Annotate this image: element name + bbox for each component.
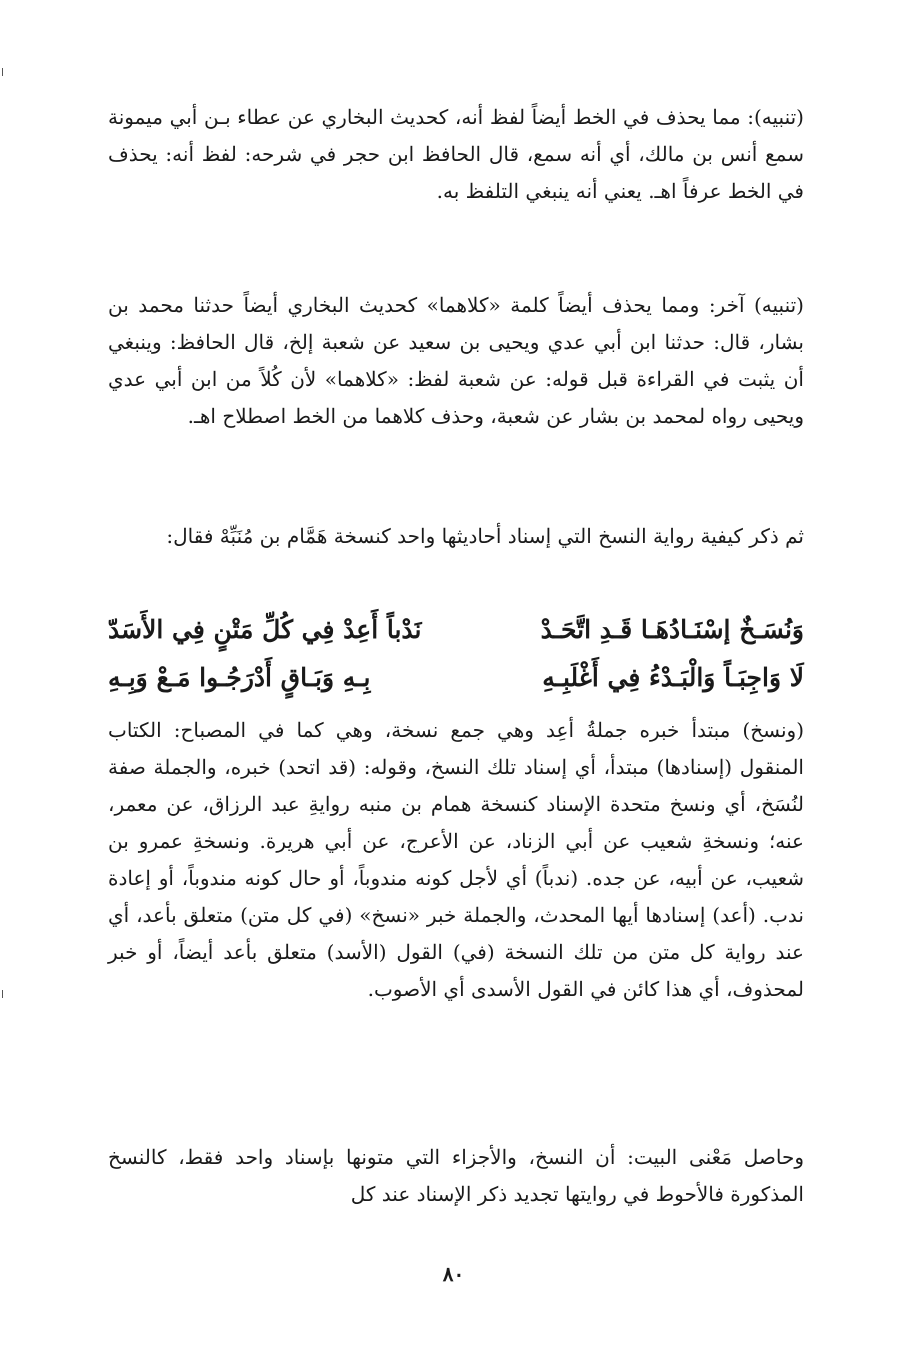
verse-line-2	[108, 654, 804, 702]
scan-edge-mark	[2, 990, 3, 998]
verse-line-1	[108, 606, 804, 654]
verse-hemistich-left: بِـهِ وَبَـاقٍ أَدْرَجُـوا مَـعْ وَبِـهِ	[108, 663, 371, 692]
verse-hemistich-left: نَدْباً أَعِدْ فِي كُلِّ مَتْنٍ فِي الأَسَدّ	[108, 615, 422, 644]
scan-edge-mark	[2, 68, 3, 76]
note-paragraph-1: (تنبيه): مما يحذف في الخط أيضاً لفظ أنه، كحديث البخاري عن عطاء بـن أبي ميمونة سمع أنس بن مالك، أي أنه سمع، قال الحافظ ابن حجر في شرحه: لفظ أنه: يحذف في الخط عرفاً اهـ. يعني أنه ينبغي التلفظ به.	[108, 105, 804, 203]
summary-paragraph: وحاصل مَعْنى البيت: أن النسخ، والأجزاء التي متونها بإسناد واحد فقط، كالنسخ المذكورة فالأحوط في روايتها تجديد ذكر الإسناد عند كل	[108, 1145, 804, 1206]
verse-hemistich-right: لَا وَاجِبَـاً وَالْبَـدْءُ فِي أَغْلَبِـهِ	[542, 663, 804, 692]
commentary-paragraph: (ونسخ) مبتدأ خبره جملةُ أعِد وهي جمع نسخة، وهي كما في المصباح: الكتاب المنقول (إسنادها) مبتدأ، أي إسناد تلك النسخ، وقوله: (قد اتحد) خبره، والجملة صفة لنُسَخ، أي ونسخ متحدة الإسناد كنسخة همام بن منبه روايةِ عبد الرزاق، عن معمر، عنه؛ ونسخةِ شعيب عن أبي الزناد، عن الأعرج، عن أبي هريرة. ونسخةِ عمرو بن شعيب، عن أبيه، عن جده. (ندباً) أي لأجل كونه مندوباً، أو حال كونه مندوباً، أو إعادة ندب. (أعد) إسنادها أيها المحدث، والجملة خبر «نسخ» (في كل متن) متعلق بأعد، أي عند رواية كل متن من تلك النسخة (في) القول (الأسد) متعلق بأعد أيضاً، أو خبر لمحذوف، أي هذا كائن في القول الأسدى أي الأصوب.	[108, 718, 804, 1001]
verse-hemistich-right: وَنُسَـخٌ إسْنَـادُهَـا قَـدِ اتَّحَـدْ	[540, 615, 804, 644]
intro-paragraph: ثم ذكر كيفية رواية النسخ التي إسناد أحاديثها واحد كنسخة هَمَّام بن مُنَبِّهْ فقال:	[166, 524, 804, 548]
page-number: ٨٠	[442, 1262, 465, 1286]
note-paragraph-2: (تنبيه) آخر: ومما يحذف أيضاً كلمة «كلاهما» كحديث البخاري أيضاً حدثنا محمد بن بشار، قال: حدثنا ابن أبي عدي ويحيى بن سعيد عن شعبة إلخ، قال الحافظ: وينبغي أن يثبت في القراءة قبل قوله: عن شعبة لفظ: «كلاهما» لأن كُلاً من ابن أبي عدي ويحيى رواه لمحمد بن بشار عن شعبة، وحذف كلاهما من الخط اصطلاح اهـ.	[108, 293, 804, 428]
